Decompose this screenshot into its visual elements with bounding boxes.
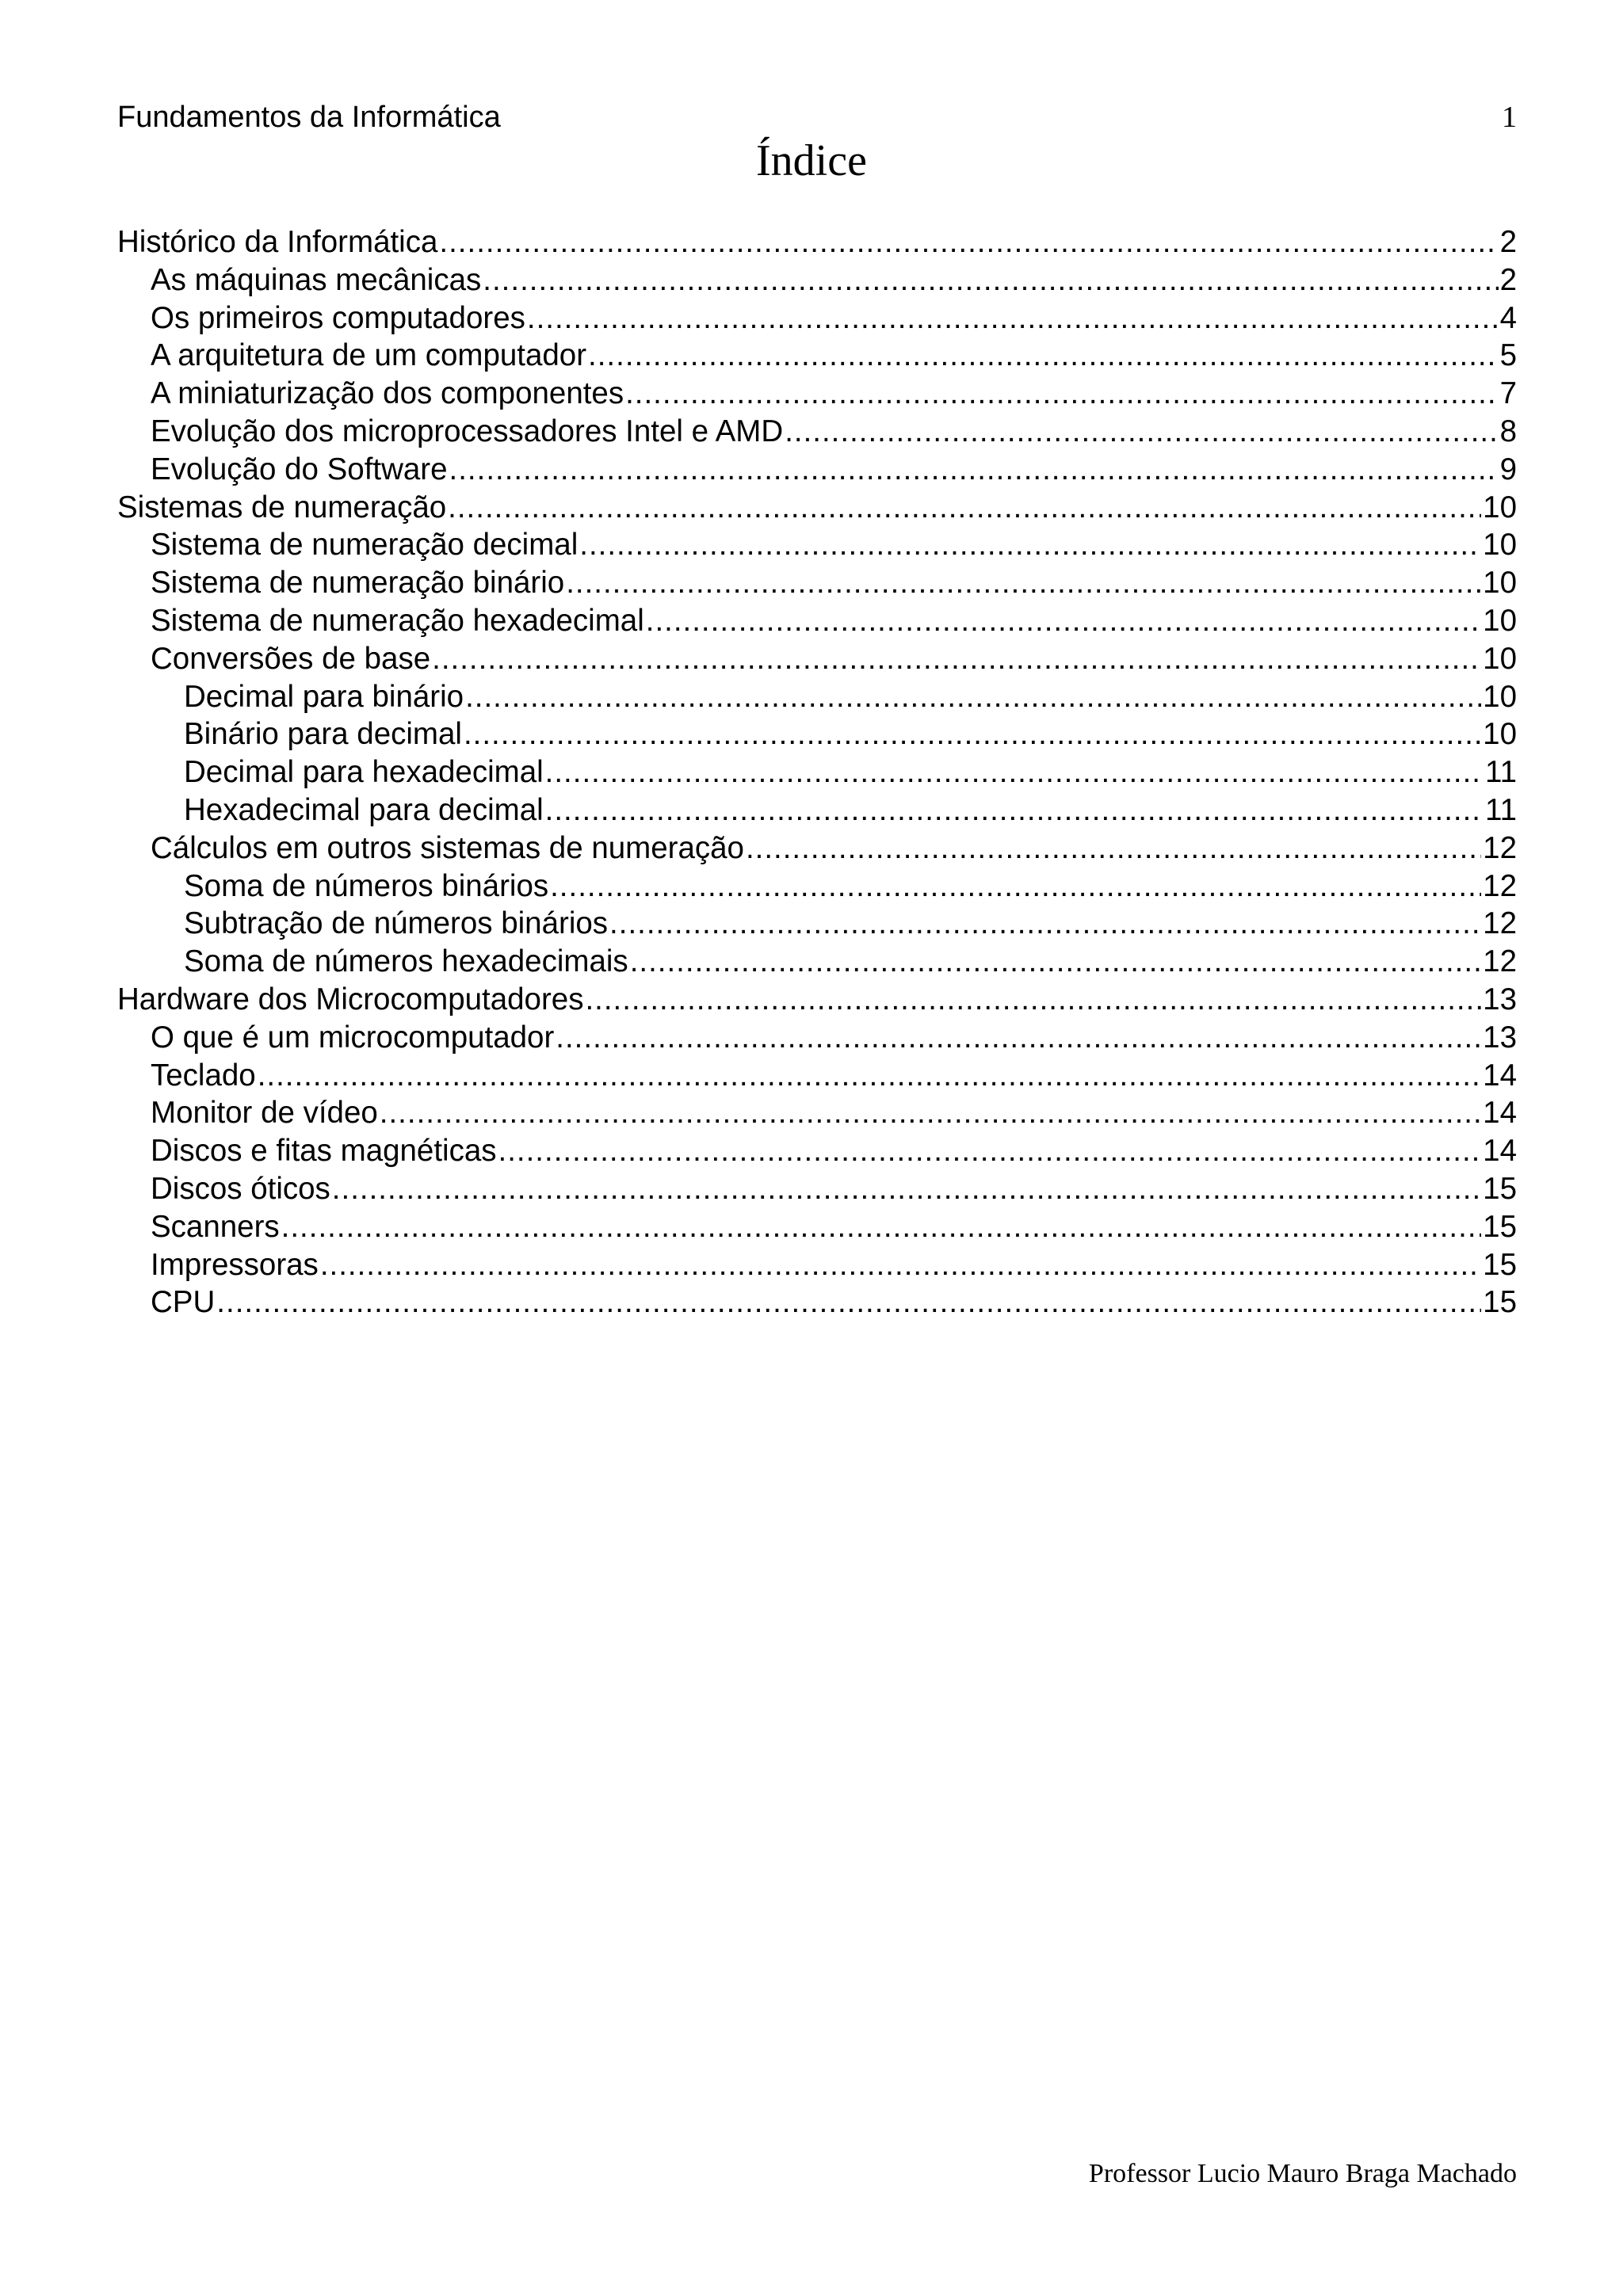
toc-entry-page-number: 13 <box>1483 982 1517 1016</box>
toc-entry[interactable] <box>117 830 1517 868</box>
toc-entry[interactable] <box>117 791 1517 830</box>
toc-entry-title: Sistema de numeração decimal <box>151 528 579 563</box>
toc-entry-title: Decimal para hexadecimal <box>184 755 544 790</box>
toc-entry-title: Cálculos em outros sistemas de numeração <box>151 830 744 865</box>
running-footer-author: Professor Lucio Mauro Braga Machado <box>1088 2159 1517 2188</box>
toc-dot-leader <box>216 1283 1481 1322</box>
toc-entry[interactable] <box>117 602 1517 640</box>
toc-entry[interactable] <box>117 905 1517 943</box>
toc-entry-page-number: 5 <box>1499 338 1517 373</box>
toc-entry-title: Hardware dos Microcomputadores <box>117 982 584 1016</box>
toc-entry[interactable] <box>117 261 1517 299</box>
toc-entry-page-number: 15 <box>1483 1247 1517 1282</box>
toc-entry-title: Evolução dos microprocessadores Intel e AMD <box>151 414 784 448</box>
page-title: Índice <box>756 136 867 185</box>
toc-dot-leader <box>258 1057 1481 1095</box>
toc-entry-title: Evolução do Software <box>151 452 448 486</box>
toc-dot-leader <box>320 1246 1481 1284</box>
toc-entry-page-number: 15 <box>1483 1209 1517 1244</box>
toc-entry-title: As máquinas mecânicas <box>151 262 482 297</box>
toc-entry[interactable] <box>117 337 1517 375</box>
toc-entry[interactable] <box>117 299 1517 338</box>
toc-entry[interactable] <box>117 1094 1517 1132</box>
toc-entry-title: Discos e fitas magnéticas <box>151 1134 497 1169</box>
toc-entry-page-number: 11 <box>1485 755 1517 790</box>
toc-entry-page-number: 12 <box>1483 868 1517 903</box>
toc-entry-title: Soma de números hexadecimais <box>184 944 628 979</box>
toc-dot-leader <box>465 678 1481 716</box>
toc-dot-leader <box>545 753 1484 791</box>
toc-dot-leader <box>498 1132 1482 1170</box>
toc-entry-title: O que é um microcomputador <box>151 1020 555 1055</box>
toc-entry-page-number: 10 <box>1483 717 1517 752</box>
toc-entry-title: Sistema de numeração binário <box>151 566 565 601</box>
toc-entry-title: Histórico da Informática <box>117 225 438 259</box>
toc-entry[interactable] <box>117 715 1517 753</box>
toc-entry-title: Os primeiros computadores <box>151 300 525 335</box>
toc-entry-page-number: 4 <box>1499 300 1517 335</box>
toc-entry-title: Sistemas de numeração <box>117 490 447 524</box>
toc-dot-leader <box>630 943 1481 981</box>
toc-dot-leader <box>332 1170 1481 1208</box>
toc-entry-page-number: 10 <box>1483 641 1517 676</box>
toc-entry-page-number: 12 <box>1483 830 1517 865</box>
toc-entry-page-number: 12 <box>1483 944 1517 979</box>
toc-dot-leader <box>464 715 1481 753</box>
table-of-contents <box>117 223 1517 1322</box>
toc-entry-page-number: 14 <box>1483 1096 1517 1131</box>
toc-entry-page-number: 9 <box>1499 452 1517 486</box>
toc-dot-leader <box>566 564 1481 602</box>
running-header-title: Fundamentos da Informática <box>117 101 501 134</box>
toc-entry[interactable] <box>117 451 1517 489</box>
toc-entry-page-number: 15 <box>1483 1285 1517 1320</box>
toc-dot-leader <box>545 791 1484 830</box>
toc-dot-leader <box>448 489 1481 527</box>
toc-dot-leader <box>585 981 1481 1019</box>
toc-entry-page-number: 7 <box>1499 376 1517 411</box>
toc-entry[interactable] <box>117 1170 1517 1208</box>
toc-entry-title: A arquitetura de um computador <box>151 338 587 373</box>
toc-entry[interactable] <box>117 868 1517 906</box>
toc-entry-page-number: 10 <box>1483 528 1517 563</box>
toc-dot-leader <box>625 375 1498 413</box>
toc-entry-title: Soma de números binários <box>184 868 549 903</box>
toc-entry-title: Monitor de vídeo <box>151 1096 378 1131</box>
toc-entry-title: Subtração de números binários <box>184 906 609 941</box>
toc-entry-title: Scanners <box>151 1209 280 1244</box>
toc-entry[interactable] <box>117 753 1517 791</box>
toc-entry-page-number: 11 <box>1485 792 1517 827</box>
toc-entry[interactable] <box>117 223 1517 261</box>
toc-dot-leader <box>483 261 1498 299</box>
toc-dot-leader <box>527 299 1499 338</box>
toc-entry-page-number: 10 <box>1483 490 1517 524</box>
toc-entry-page-number: 14 <box>1483 1134 1517 1169</box>
toc-entry[interactable] <box>117 1208 1517 1246</box>
toc-entry[interactable] <box>117 1057 1517 1095</box>
toc-entry-title: Conversões de base <box>151 641 431 676</box>
toc-entry[interactable] <box>117 640 1517 678</box>
toc-dot-leader <box>380 1094 1481 1132</box>
toc-dot-leader <box>746 830 1481 868</box>
toc-entry-page-number: 2 <box>1499 262 1517 297</box>
toc-entry-title: Sistema de numeração hexadecimal <box>151 603 644 638</box>
toc-dot-leader <box>609 905 1481 943</box>
toc-entry-title: Decimal para binário <box>184 679 464 714</box>
toc-entry-page-number: 12 <box>1483 906 1517 941</box>
toc-dot-leader <box>550 868 1481 906</box>
toc-entry-title: Teclado <box>151 1058 256 1093</box>
toc-entry[interactable] <box>117 943 1517 981</box>
toc-entry[interactable] <box>117 1019 1517 1057</box>
toc-entry-page-number: 8 <box>1499 414 1517 448</box>
toc-entry-title: Binário para decimal <box>184 717 462 752</box>
toc-entry[interactable] <box>117 981 1517 1019</box>
toc-entry-page-number: 10 <box>1483 566 1517 601</box>
toc-dot-leader <box>449 451 1499 489</box>
toc-entry-page-number: 2 <box>1499 225 1517 259</box>
toc-dot-leader <box>281 1208 1482 1246</box>
toc-entry[interactable] <box>117 1132 1517 1170</box>
toc-entry[interactable] <box>117 413 1517 451</box>
toc-entry-page-number: 13 <box>1483 1020 1517 1055</box>
toc-entry[interactable] <box>117 564 1517 602</box>
toc-entry[interactable] <box>117 1246 1517 1284</box>
toc-entry-title: A miniaturização dos componentes <box>151 376 624 411</box>
toc-dot-leader <box>588 337 1499 375</box>
toc-dot-leader <box>646 602 1481 640</box>
toc-entry[interactable] <box>117 489 1517 527</box>
toc-entry[interactable] <box>117 375 1517 413</box>
toc-entry-title: Impressoras <box>151 1247 319 1282</box>
toc-entry-page-number: 14 <box>1483 1058 1517 1093</box>
toc-entry[interactable] <box>117 526 1517 564</box>
toc-dot-leader <box>785 413 1498 451</box>
page-number: 1 <box>1502 101 1517 134</box>
toc-entry[interactable] <box>117 678 1517 716</box>
toc-dot-leader <box>439 223 1498 261</box>
toc-entry-title: CPU <box>151 1285 216 1320</box>
toc-entry-title: Discos óticos <box>151 1171 330 1206</box>
toc-entry-page-number: 10 <box>1483 603 1517 638</box>
toc-entry[interactable] <box>117 1283 1517 1322</box>
toc-dot-leader <box>432 640 1481 678</box>
toc-entry-page-number: 10 <box>1483 679 1517 714</box>
toc-entry-title: Hexadecimal para decimal <box>184 792 544 827</box>
toc-dot-leader <box>579 526 1481 564</box>
toc-dot-leader <box>556 1019 1481 1057</box>
toc-entry-page-number: 15 <box>1483 1171 1517 1206</box>
